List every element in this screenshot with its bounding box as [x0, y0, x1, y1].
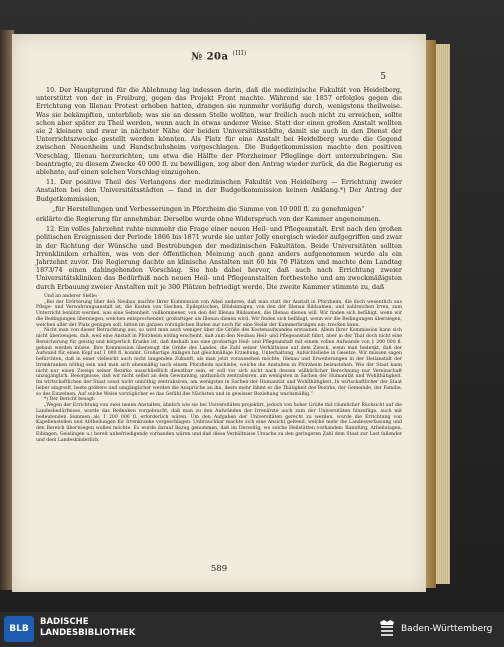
- paragraph-10: 10. Der Hauptgrund für die Ablehnung lag indessen darin, daß die medizinische Fakultät von Heidelberg, unterstützt von der in Freiburg, gegen das Projekt Front machte. Während sie 1857 erfolglos gegen die Errichtung von Illenau Protest erhoben hatten, drangen sie nunmehr vorläufig durch, wenigstens theilweise. Was sie bekämpften, unterblieb; was sie an dessen Stelle wollten, war freilich auch nicht zu erreichen, sollte schon aber später zu Theil werden, wenn auch in etwas anderer Weise. Statt der einen großen Anstalt wollten sie 2 kleinere und zwar in nächster Nähe der beiden Universitätsstädte, damit sie auch in den Dienst der Unterrichtszwecke gestellt werden könnten. Als Platz für eine Anstalt bei Heidelberg wurde die Gegend zwischen Neuenheim und Handschuhsheim vorgeschlagen. Die Budgetkommission machte den positiven Vorschlag, Illenau herzurichten, um etwa die Hälfte der Pforzheimer Pfleglinge dort unterzubringen. Sie beantragte, zu diesem Zwecke 40 000 fl. zu bewilligen, zog aber den Antrag wieder zurück, da die Regierung es ablehnte, auf einen solchen Vorschlag einzugehen.: [36, 86, 402, 177]
- header-title: № 20a: [191, 51, 229, 63]
- header-subscript: (III): [232, 50, 247, 57]
- state-name[interactable]: Baden-Württemberg: [401, 624, 493, 634]
- footnote-report: „Wegen der Errichtung von zwei neuen Anstalten, ähnlich wie sie bei Universitäten projektirt, jedoch von hoher Größe mit räumlicher Rücksicht auf die Landesbedürfnisse, wurde das Bedenken vorgebracht, daß man zu den Aufwänden der Irrenärzte auch zum der Universitäten hinzufüge, auch mit bedeutenden Summen als 1 200 000 fl. erforderlich wären. Um den Aufgaben der Universitäten gerecht zu werden, wurde die Errichtung von Kapellenstellen und Abtheilungen für Irrenkranke vorgeschlagen. Unbrauchbar machte sich eine Ansicht geltend, welche mehr die Landesverfassung und den Bereich überwiegen wollen möchte. Es wurde darauf Bezug genommen, daß im Derzeitig, wo solche Heilstätten vorhanden: Rannfurg, Arbeitstagen, Eibingen, Geislingen u.) bereit unbefriedigende vorhanden wären und daß diese Verhältnisse Ursache zu den geringeren Zahl dem Staat zur Last fallender und dem Landeskinderlich.: [36, 403, 402, 443]
- footnote-block: [36, 294, 402, 444]
- paragraph-11-continued: erklärte die Regierung für annehmbar. Derselbe wurde ohne Widerspruch von der Kammer angenommen.: [36, 215, 381, 224]
- corner-page-number: 5: [380, 72, 386, 82]
- paragraph-12: 12. Ein volles Jahrzehnt ruhte nunmehr die Frage einer neuen Heil- und Pflegeanstalt. Erst nach den großen politischen Ereignissen der Periode 1866 bis 1871 wurde sie unter Jolly energisch wieder aufgegriffen und zwar in der Richtung der Wünsche und Bestrebungen der medizinischen Fakultäten. Beide Universitäten sollten Irrenkliniken erhalten, was von der öffentlichen Meinung auch ganz anders aufgenommen wurde als ein Jahrzehnt zuvor. Die Regierung dachte an klinische Anstalten mit 60 bis 70 Plätzen und machte dem Landtag 1873/74 einen dahingehenden Vorschlag. Sie hob dabei hervor, daß auch nach Errichtung zweier Universitätskliniken das Bedürfniß nach neuen Heil- und Pflegeanstalten fortbestehe und am zweckmäßigsten durch Erbauung zweier Anstalten mit je 300 Plätzen befriedigt werde. Die zweite Kammer stimmte zu, daß: [36, 225, 402, 291]
- footnote-quote-1: „Bei der Erörterung über den Neubau machte Ihrer Kommission von Allen anderen, daß man statt der Anstalt in Pforzheim, die doch wesentlich aus Pflege- und Verwahrungsanstalt ist, die Kosten von Siechen, Epileptischen, Blödsinnigen, von den der Illenau Bildsamen, und zahlreichen Irren, zum Unterricht benützt werden, was eine Seltenheit, vollkommener, von den der Illenau Bildsamen, die Illenau dienen will. Wir finden sich befähigt, wenn wir die Bedingungen übersiegen, welchen entsprechender, großartiger als Illenau dienen wird. Wir finden sich befähigt, wenn wir die Bedingungen übersiegen, welchen aller der Platz genügen soll, bitten im ganzen vorzüglichen Baden nur noch für eine Stelle der Kammerbringen ein- trecken kann.: [36, 299, 402, 328]
- book-page-edges: [436, 44, 450, 584]
- quoted-motion: „für Herstellungen und Verbesserungen in Pforzheim die Summe von 10 000 fl. zu genehmigen“: [52, 204, 365, 213]
- paragraph-11: 11. Der positive Theil des Verlangens der medizinischen Fakultät von Heidelberg — Errichtung zweier Anstalten bei den Universitätsstädten — fand in der Budgetkommission keinen Anklang.*) Der Antrag der Budgetkommission,: [36, 178, 402, 203]
- footnote-intro: Und an anderer Stelle:: [44, 293, 98, 299]
- scanned-page: [12, 34, 426, 592]
- footnote-quote-2: Nicht man von dieser Betrachtung aus, so wird man auch weniger über die Größe des Kostenaufwandes erstaunen. Allein Ihrer Kommission kann sich nicht überzeugen, daß, weil eine Anstalt in Pforzheim nöthig erscheint, daß zum den Neubau Heil- und Pflegeanstalt führt, aber in der That doch nicht eine Bereicherung für geistig und körperlich Kranke ist, daß deshalb aus eine großartige Heil- und Pflegeanstalt mit einem vollen Aufwande von 1 200 000 fl. gebaut werden müsse. Ihre Kommission überzeugt die Größe des Landes, die Zahl seiner Verhältnisse auf dem Zweck, wenn man bedenkt, daß der Aufwand für einen Kopf auf 1 000 fl. kommt. Großartige Anlagen hat gleichmäßige Erziehung, Unterhaltung, Aufsichtsliebe in Gesetze. Wir müssen sagen befürchten, daß in einer vielleicht auch nicht langenden Zukunft, als man jetzt voraussehen möchte, Illenau und Erweiterungen in der Heilanstalt der Irrenkranken nöthig sein und man sich ebenmäßig nach einem Pforzheim nachlebe, welche die Anstalten in Pforzheim beizustehen. Wie der Staat kann nicht nur einen Zweigs seiner Bezirke ausschließlich dienstbar sein, er soll vor sich nicht nach dessen willkürlicher Berechnung nur Vereinschaft unzugänglich. Besorgnisse, daß wir nicht selbst an dem Gewinnung, unthunlich zentralisiren, am wenigsten in Sachen der Humanität und Wohlthätigkeit. Im wirtschaftlichen der Staat sonst nicht unnöthig zentralisiren, am wenigsten in Sachen der Humanität und Wohlthätigkeit. In wirtschaftlicher der Staat lieber eingreift, beste größere und umgänglicher werden die Ansprüche an ihn, desto mehr lähmt er die Thätigkeit des Bezirks, der Gemeinde, der Familie, so des Einzelnen. Auf solche Weise vorzüglicher es das Gefühl des Nächsten und in gewisser Beziehung wachsmäßig.“: [36, 328, 402, 397]
- library-name-line1: BADISCHE: [40, 617, 89, 627]
- baden-wuerttemberg-crest-icon: [378, 617, 396, 639]
- library-name-line2: LANDESBIBLIOTHEK: [40, 628, 136, 638]
- footnote-marker: *) Der Bericht besagt:: [44, 397, 96, 403]
- page-number: 589: [210, 564, 228, 574]
- page-header: [12, 50, 426, 64]
- library-name[interactable]: [40, 617, 135, 639]
- blb-logo[interactable]: BLB: [4, 616, 34, 642]
- main-text: [36, 86, 402, 443]
